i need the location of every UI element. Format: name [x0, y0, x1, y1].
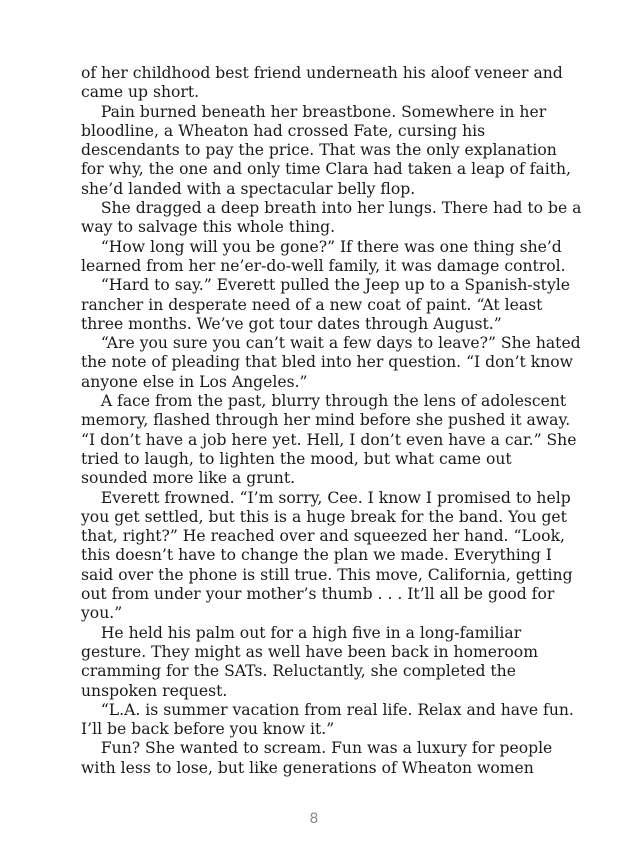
text-line: said over the phone is still true. This move, California, getting	[81, 565, 573, 584]
page-number: 8	[309, 811, 319, 827]
text-line: she’d landed with a spectacular belly flop.	[81, 179, 416, 198]
text-line: She dragged a deep breath into her lungs. There had to be a	[81, 199, 582, 218]
text-line: came up short.	[81, 83, 200, 102]
text-line: that, right?” He reached over and squeezed her hand. “Look,	[81, 527, 565, 546]
text-line: three months. We’ve got tour dates through August.”	[81, 314, 502, 333]
text-line: out from under your mother’s thumb . . . It’ll all be good for	[81, 585, 555, 604]
text-line: cramming for the SATs. Reluctantly, she completed the	[81, 662, 516, 681]
text-line: you.”	[81, 604, 123, 623]
text-line: gesture. They might as well have been back in homeroom	[81, 642, 538, 661]
text-line: with less to lose, but like generations of Wheaton women	[81, 758, 534, 777]
text-line: bloodline, a Wheaton had crossed Fate, cursing his	[81, 121, 486, 140]
text-line: the note of pleading that bled into her question. “I don’t know	[81, 353, 573, 372]
text-line: Everett frowned. “I’m sorry, Cee. I know I promised to help	[81, 488, 571, 507]
text-line: “L.A. is summer vacation from real life. Relax and have fun.	[81, 700, 574, 719]
text-line: tried to laugh, to lighten the mood, but what came out	[81, 449, 512, 468]
text-line: I’ll be back before you know it.”	[81, 720, 335, 739]
text-line: unspoken request.	[81, 681, 228, 700]
text-line: anyone else in Los Angeles.”	[81, 372, 308, 391]
text-line: memory, flashed through her mind before she pushed it away.	[81, 411, 571, 430]
text-line: rancher in desperate need of a new coat of paint. “At least	[81, 295, 543, 314]
text-line: way to salvage this whole thing.	[81, 218, 336, 237]
text-line: descendants to pay the price. That was the only explanation	[81, 141, 557, 160]
body-text	[81, 64, 582, 778]
text-line: sounded more like a grunt.	[81, 469, 296, 488]
text-line: of her childhood best friend underneath his aloof veneer and	[81, 64, 563, 82]
text-line: learned from her ne’er-do-well family, it was damage control.	[81, 256, 566, 275]
text-line: “Are you sure you can’t wait a few days to leave?” She hated	[81, 334, 581, 353]
text-line: “Hard to say.” Everett pulled the Jeep up to a Spanish-style	[81, 276, 570, 295]
text-line: Pain burned beneath her breastbone. Somewhere in her	[81, 102, 547, 121]
text-line: for why, the one and only time Clara had taken a leap of faith,	[81, 160, 571, 179]
text-line: this doesn’t have to change the plan we made. Everything I	[81, 546, 552, 565]
text-line: “I don’t have a job here yet. Hell, I don’t even have a car.” She	[81, 430, 577, 449]
text-line: He held his palm out for a high five in a long-familiar	[81, 623, 522, 642]
text-line: A face from the past, blurry through the lens of adolescent	[81, 392, 567, 411]
text-line: Fun? She wanted to scream. Fun was a luxury for people	[81, 739, 553, 758]
text-line: “How long will you be gone?” If there was one thing she’d	[81, 237, 562, 256]
text-line: you get settled, but this is a huge break for the band. You get	[81, 507, 567, 526]
